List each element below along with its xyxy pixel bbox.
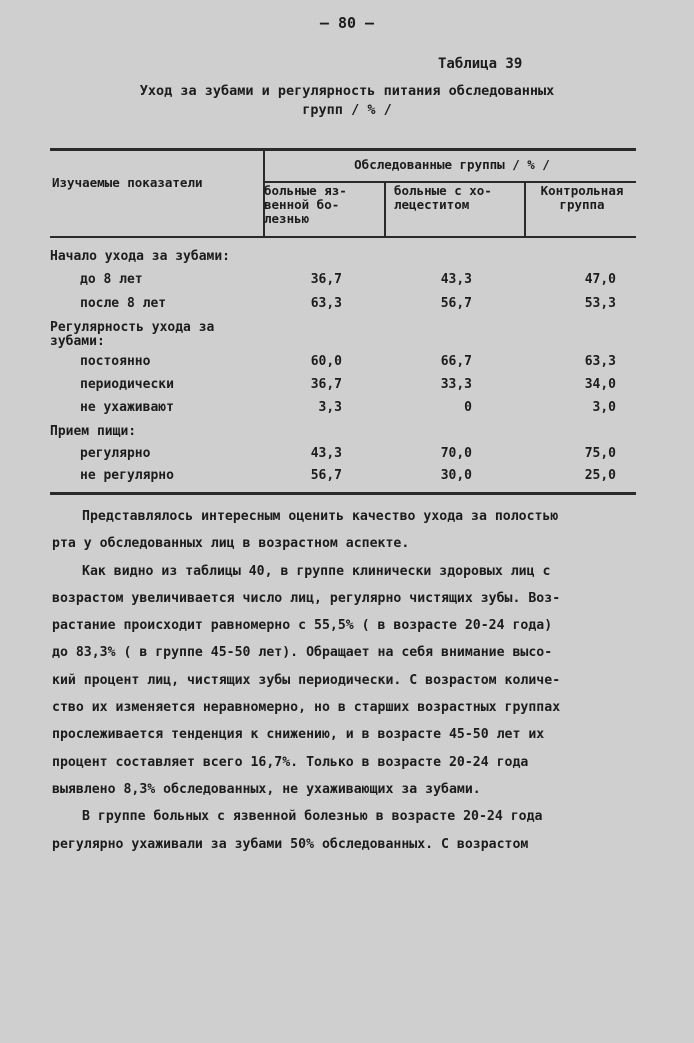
row-value: 63,3 xyxy=(584,354,616,369)
table-divider xyxy=(384,183,386,236)
row-value: 66,7 xyxy=(440,354,472,369)
row-value: 30,0 xyxy=(440,468,472,483)
header-control-group xyxy=(530,184,634,212)
page-number: – 80 – xyxy=(319,14,375,32)
header-indicators: Изучаемые показатели xyxy=(52,175,203,190)
row-label: постоянно xyxy=(80,354,151,369)
text-line: кий процент лиц, чистящих зубы периодически. С возрастом количе- xyxy=(52,672,561,688)
row-value: 60,0 xyxy=(310,354,342,369)
table-row xyxy=(50,446,636,466)
row-value: 53,3 xyxy=(584,296,616,311)
table-title-line: групп / % / xyxy=(302,102,392,118)
header-ulcer-group xyxy=(264,184,382,226)
header-line: группа xyxy=(559,197,605,212)
row-value: 34,0 xyxy=(584,377,616,392)
row-value: 63,3 xyxy=(310,296,342,311)
row-label: регулярно xyxy=(80,446,151,461)
table-row xyxy=(50,334,636,354)
text-line: до 83,3% ( в группе 45-50 лет). Обращает на себя внимание высо- xyxy=(52,645,553,661)
table-rule xyxy=(50,236,636,238)
text-line: Представлялось интересным оценить качество ухода за полостью xyxy=(82,509,559,524)
row-value: 43,3 xyxy=(310,446,342,461)
row-value: 75,0 xyxy=(584,446,616,461)
row-label: зубами: xyxy=(50,334,105,349)
text-line: выявлено 8,3% обследованных, не ухаживающих за зубами. xyxy=(52,781,481,797)
text-line: прослеживается тенденция к снижению, и в возрасте 45-50 лет их xyxy=(52,727,545,743)
row-value: 36,7 xyxy=(310,377,342,392)
row-value: 3,3 xyxy=(318,400,342,415)
row-label: не ухаживают xyxy=(80,400,174,415)
text-line: рта у обследованных лиц в возрастном аспекте. xyxy=(52,536,410,552)
header-cholecystitis-group xyxy=(394,184,516,212)
text-line: процент составляет всего 16,7%. Только в возрасте 20-24 года xyxy=(52,754,529,770)
text-line: регулярно ухаживали за зубами 50% обследованных. С возрастом xyxy=(52,836,529,852)
row-label: до 8 лет xyxy=(80,272,143,287)
row-value: 47,0 xyxy=(584,272,616,287)
header-groups: Обследованные группы / % / xyxy=(354,157,550,172)
row-value: 56,7 xyxy=(310,468,342,483)
row-value: 3,0 xyxy=(592,400,616,415)
table-rule xyxy=(50,492,636,495)
text-line: Как видно из таблицы 40, в группе клинически здоровых лиц с xyxy=(82,563,551,579)
header-line: больные с хо- xyxy=(394,183,492,198)
table-row xyxy=(50,424,636,444)
data-table xyxy=(50,148,636,498)
header-line: лезнью xyxy=(264,211,310,226)
row-value: 43,3 xyxy=(440,272,472,287)
header-line: Контрольная xyxy=(540,183,624,198)
row-label: Регулярность ухода за xyxy=(50,320,215,335)
table-rule xyxy=(50,148,636,151)
table-row xyxy=(50,354,636,374)
text-line: возрастом увеличивается число лиц, регулярно чистящих зубы. Воз- xyxy=(52,590,561,606)
table-row xyxy=(50,377,636,397)
table-row xyxy=(50,272,636,292)
text-line: В группе больных с язвенной болезнью в возрасте 20-24 года xyxy=(82,809,543,825)
row-label: не регулярно xyxy=(80,468,174,483)
row-value: 56,7 xyxy=(440,296,472,311)
table-title xyxy=(60,82,634,120)
row-value: 0 xyxy=(464,400,472,415)
table-divider xyxy=(524,183,526,236)
table-row xyxy=(50,468,636,488)
table-row xyxy=(50,249,636,269)
row-label: после 8 лет xyxy=(80,296,167,311)
row-value: 70,0 xyxy=(440,446,472,461)
row-value: 33,3 xyxy=(440,377,472,392)
table-label: Таблица 39 xyxy=(438,56,523,72)
header-line: больные яз- xyxy=(264,183,347,198)
text-line: ство их изменяется неравномерно, но в старших возрастных группах xyxy=(52,700,561,716)
row-label: Начало ухода за зубами: xyxy=(50,249,231,264)
table-row xyxy=(50,400,636,420)
text-line: растание происходит равномерно с 55,5% ( в возрасте 20-24 года) xyxy=(52,618,553,634)
table-title-line: Уход за зубами и регулярность питания обследованных xyxy=(139,83,555,99)
row-value: 36,7 xyxy=(310,272,342,287)
body-text xyxy=(52,503,638,858)
row-label: периодически xyxy=(80,377,174,392)
header-line: венной бо- xyxy=(264,197,340,212)
row-value: 25,0 xyxy=(584,468,616,483)
table-row xyxy=(50,296,636,316)
header-line: лецеститом xyxy=(394,197,470,212)
row-label: Прием пищи: xyxy=(50,424,137,439)
